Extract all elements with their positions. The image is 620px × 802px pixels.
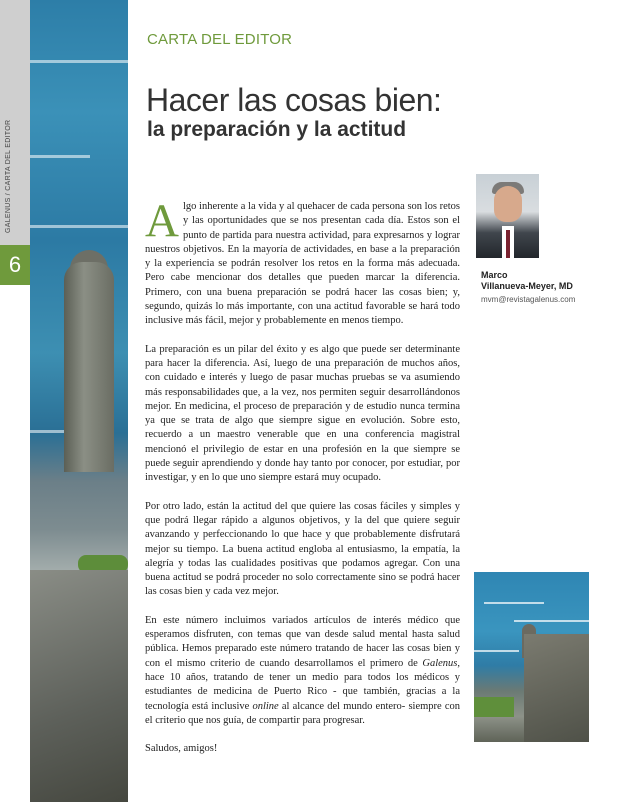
side-tab-strip — [0, 0, 30, 802]
author-email: mvm@revistagalenus.com — [481, 295, 576, 304]
galenus-italic: Galenus — [422, 657, 458, 669]
author-portrait — [476, 174, 539, 258]
wave-foam — [30, 155, 90, 158]
fortress-wall — [30, 570, 128, 802]
author-first-name: Marco — [481, 270, 508, 280]
paragraph-2: La preparación es un pilar del éxito y es algo que puede ser determinante para hacer la diferencia. Así, luego de una preparación de muchos años, con cuidado e interés y luego de pasar muchas pruebas se va asumiendo más responsabilidades que, a la vez, nos permiten seguir desarrollándonos mejor. En medicina, el proceso de preparación y de estudio nunca termina ya que se trata de algo que siempre sigue en evolución. Sobre esto, recuerdo a un maestro venerable que en una conferencia magistral mencionó el privilegio de estar en una profesión en la que siempre se puede seguir aprendiendo y donde hay tanto por conocer, por estudiar, por investigar, y en lo que uno siempre estará muy ocupado. — [145, 343, 460, 484]
author-last-name: Villanueva-Meyer, MD — [481, 281, 573, 291]
article-subtitle: la preparación y la actitud — [147, 118, 407, 141]
drop-cap: A — [145, 195, 179, 247]
wave-foam — [474, 650, 519, 652]
article-body — [145, 195, 461, 770]
wave-foam — [30, 60, 128, 63]
sentry-box-tower — [64, 262, 114, 472]
article-title: Hacer las cosas bien: — [146, 82, 442, 118]
paragraph-3: Por otro lado, están la actitud del que quiere las cosas fáciles y simples y que podrá llegar rápido a algunos objetivos, y la del que quiere seguir avanzando y perfeccionando lo que hace y que probablemente disfrutará mejor su tiempo. La buena actitud engloba al entusiasmo, la empatía, la alegría y todas las cualidades positivas que podamos agregar. Con una buena actitud se podrá proceder no solo correctamente sino se podrá hacer las cosas bien y cada vez mejor. — [145, 500, 460, 598]
closing-line: Saludos, amigos! — [145, 743, 218, 755]
section-kicker: CARTA DEL EDITOR — [147, 31, 293, 48]
wave-foam — [514, 620, 589, 622]
paragraph-1-text: lgo inherente a la vida y al quehacer de cada persona son los retos y las oportunidades que se nos presentan cada día. Estos son el punto de partida para nuestra actividad, para expresarnos y lograr nuestros objetivos. En la mayoría de actividades, en base a la preparación y la experiencia se podrán resolver los retos en la forma más adecuada. Pero cabe mencionar dos detalles que pueden marcar la diferencia. Primero, con una buena preparación se podrá hacer las cosas bien; y, segundo, quizás lo más importante, con una actitud favorable se hará todo inclusive más fácil, mejor y probablemente en menos tiempo. — [145, 201, 460, 327]
portrait-tie — [506, 230, 510, 258]
paragraph-1 — [145, 195, 460, 329]
author-name — [481, 270, 573, 292]
side-section-label: GALENUS / CARTA DEL EDITOR — [5, 120, 12, 234]
paragraph-4-text-b: , hace 10 años, tratando de tener un medio para todos los médicos y estudiantes de medicina de Puerto Rico - que también, gracias a la tecnología está inclusive — [145, 657, 460, 712]
wave-foam — [484, 602, 544, 604]
paragraph-4-text-c: al alcance del mundo entero- siempre con el criterio que nos guía, de compartir para progresar. — [145, 700, 461, 726]
fortress-wall — [524, 634, 589, 742]
grass-patch — [474, 697, 514, 717]
fortress-photo-right — [474, 572, 589, 742]
online-italic: online — [252, 700, 279, 712]
page-number: 6 — [8, 252, 22, 277]
paragraph-4 — [145, 614, 460, 728]
wave-foam — [30, 225, 128, 228]
portrait-face — [494, 186, 522, 222]
paragraph-4-text-a: En este número incluimos variados artículos de interés médico que esperamos disfruten, con temas que van desde salud mental hasta salud pública. Hemos preparado este número tratando de hacer las cosas bien y con el mismo criterio de cuando desarrollamos el primero de — [145, 614, 460, 669]
coastline-photo-left — [30, 0, 128, 802]
